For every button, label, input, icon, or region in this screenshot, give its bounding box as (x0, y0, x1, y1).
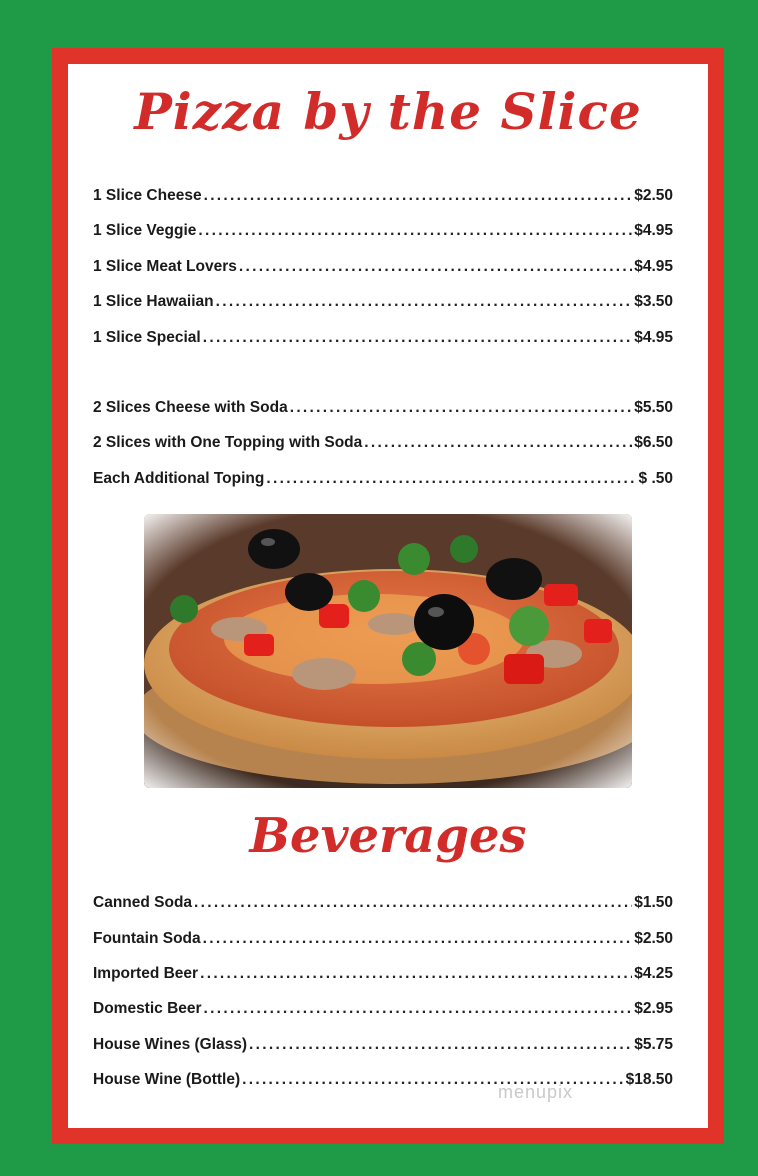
item-price: $2.50 (634, 930, 673, 947)
item-price: $4.95 (634, 258, 673, 275)
item-price: $5.50 (634, 399, 673, 416)
menu-item (93, 462, 673, 488)
item-name: Canned Soda (93, 894, 193, 911)
pizza-section-title: Pizza by the Slice (134, 82, 642, 141)
item-price: $18.50 (625, 1071, 673, 1088)
item-price: $1.50 (634, 894, 673, 911)
item-name: 1 Slice Veggie (93, 222, 197, 239)
item-name: House Wines (Glass) (93, 1036, 248, 1053)
item-name: 2 Slices with One Topping with Soda (93, 434, 363, 451)
item-name: 2 Slices Cheese with Soda (93, 399, 288, 416)
item-name: 1 Slice Cheese (93, 187, 202, 204)
item-name: House Wine (Bottle) (93, 1071, 241, 1088)
item-price: $ .50 (638, 470, 673, 487)
item-price: $4.95 (634, 329, 673, 346)
menu-item (93, 992, 673, 1018)
item-name: Fountain Soda (93, 930, 201, 947)
menu-item (93, 426, 673, 452)
item-price: $6.50 (634, 434, 673, 451)
pizza-illustration (144, 514, 632, 788)
item-price: $3.50 (634, 293, 673, 310)
item-price: $5.75 (634, 1036, 673, 1053)
menu-item (93, 391, 673, 417)
menu-item (93, 179, 673, 205)
item-name: 1 Slice Special (93, 329, 201, 346)
menu-item (93, 886, 673, 912)
item-name: 1 Slice Hawaiian (93, 293, 214, 310)
item-name: Each Additional Toping (93, 470, 265, 487)
item-name: 1 Slice Meat Lovers (93, 258, 237, 275)
menu-item (93, 250, 673, 276)
item-name: Imported Beer (93, 965, 199, 982)
watermark-text: menupix (498, 1082, 574, 1102)
menu-item (93, 285, 673, 311)
menu-item (93, 922, 673, 948)
item-price: $2.50 (634, 187, 673, 204)
menu-item (93, 957, 673, 983)
item-price: $4.25 (634, 965, 673, 982)
menu-item (93, 321, 673, 347)
menu-item (93, 1028, 673, 1054)
item-price: $4.95 (634, 222, 673, 239)
pizza-photo (144, 514, 632, 788)
menu-panel (68, 64, 708, 1128)
beverages-section-title: Beverages (249, 808, 527, 864)
menu-item (93, 1063, 673, 1089)
item-price: $2.95 (634, 1000, 673, 1017)
item-name: Domestic Beer (93, 1000, 202, 1017)
menu-item (93, 214, 673, 240)
